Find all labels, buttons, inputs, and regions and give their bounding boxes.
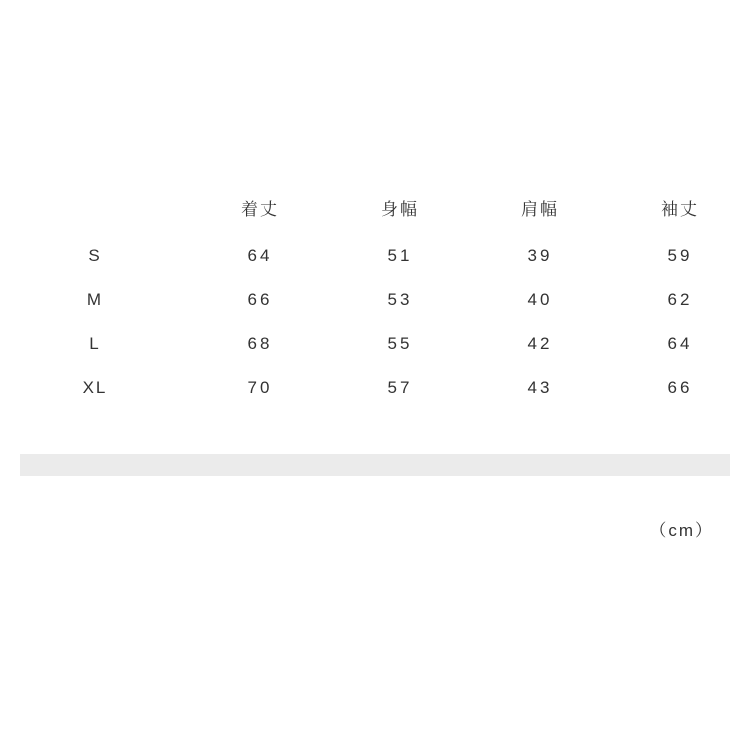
table-row: [0, 234, 750, 278]
row-size-label: S: [88, 246, 102, 265]
table-header-sleeve: 袖丈: [661, 199, 699, 219]
cell-sleeve: 66: [667, 378, 693, 397]
table-row: [0, 322, 750, 366]
cell-sleeve: 59: [667, 246, 693, 265]
cell-width: 53: [387, 290, 413, 309]
cell-length: 68: [247, 334, 273, 353]
cell-shoulder: 40: [527, 290, 553, 309]
section-divider: [20, 454, 730, 476]
size-chart-table: [0, 180, 750, 410]
table-row: [0, 278, 750, 322]
table-row: [0, 366, 750, 410]
table-header-shoulder: 肩幅: [521, 199, 559, 219]
table-body: [0, 234, 750, 410]
cell-shoulder: 42: [527, 334, 553, 353]
cell-width: 51: [387, 246, 413, 265]
cell-shoulder: 39: [527, 246, 553, 265]
table-header-length: 着丈: [241, 199, 279, 219]
table-header-corner: [0, 180, 190, 234]
table-header-width: 身幅: [381, 199, 419, 219]
cell-sleeve: 62: [667, 290, 693, 309]
unit-note: （cm）: [649, 521, 714, 540]
cell-sleeve: 64: [667, 334, 693, 353]
cell-length: 66: [247, 290, 273, 309]
cell-length: 64: [247, 246, 273, 265]
row-size-label: L: [89, 334, 101, 353]
table-header: [0, 180, 750, 234]
cell-width: 57: [387, 378, 413, 397]
row-size-label: M: [86, 290, 104, 309]
table-header-row: [0, 180, 750, 234]
cell-width: 55: [387, 334, 413, 353]
cell-length: 70: [247, 378, 273, 397]
cell-shoulder: 43: [527, 378, 553, 397]
row-size-label: XL: [82, 378, 108, 397]
